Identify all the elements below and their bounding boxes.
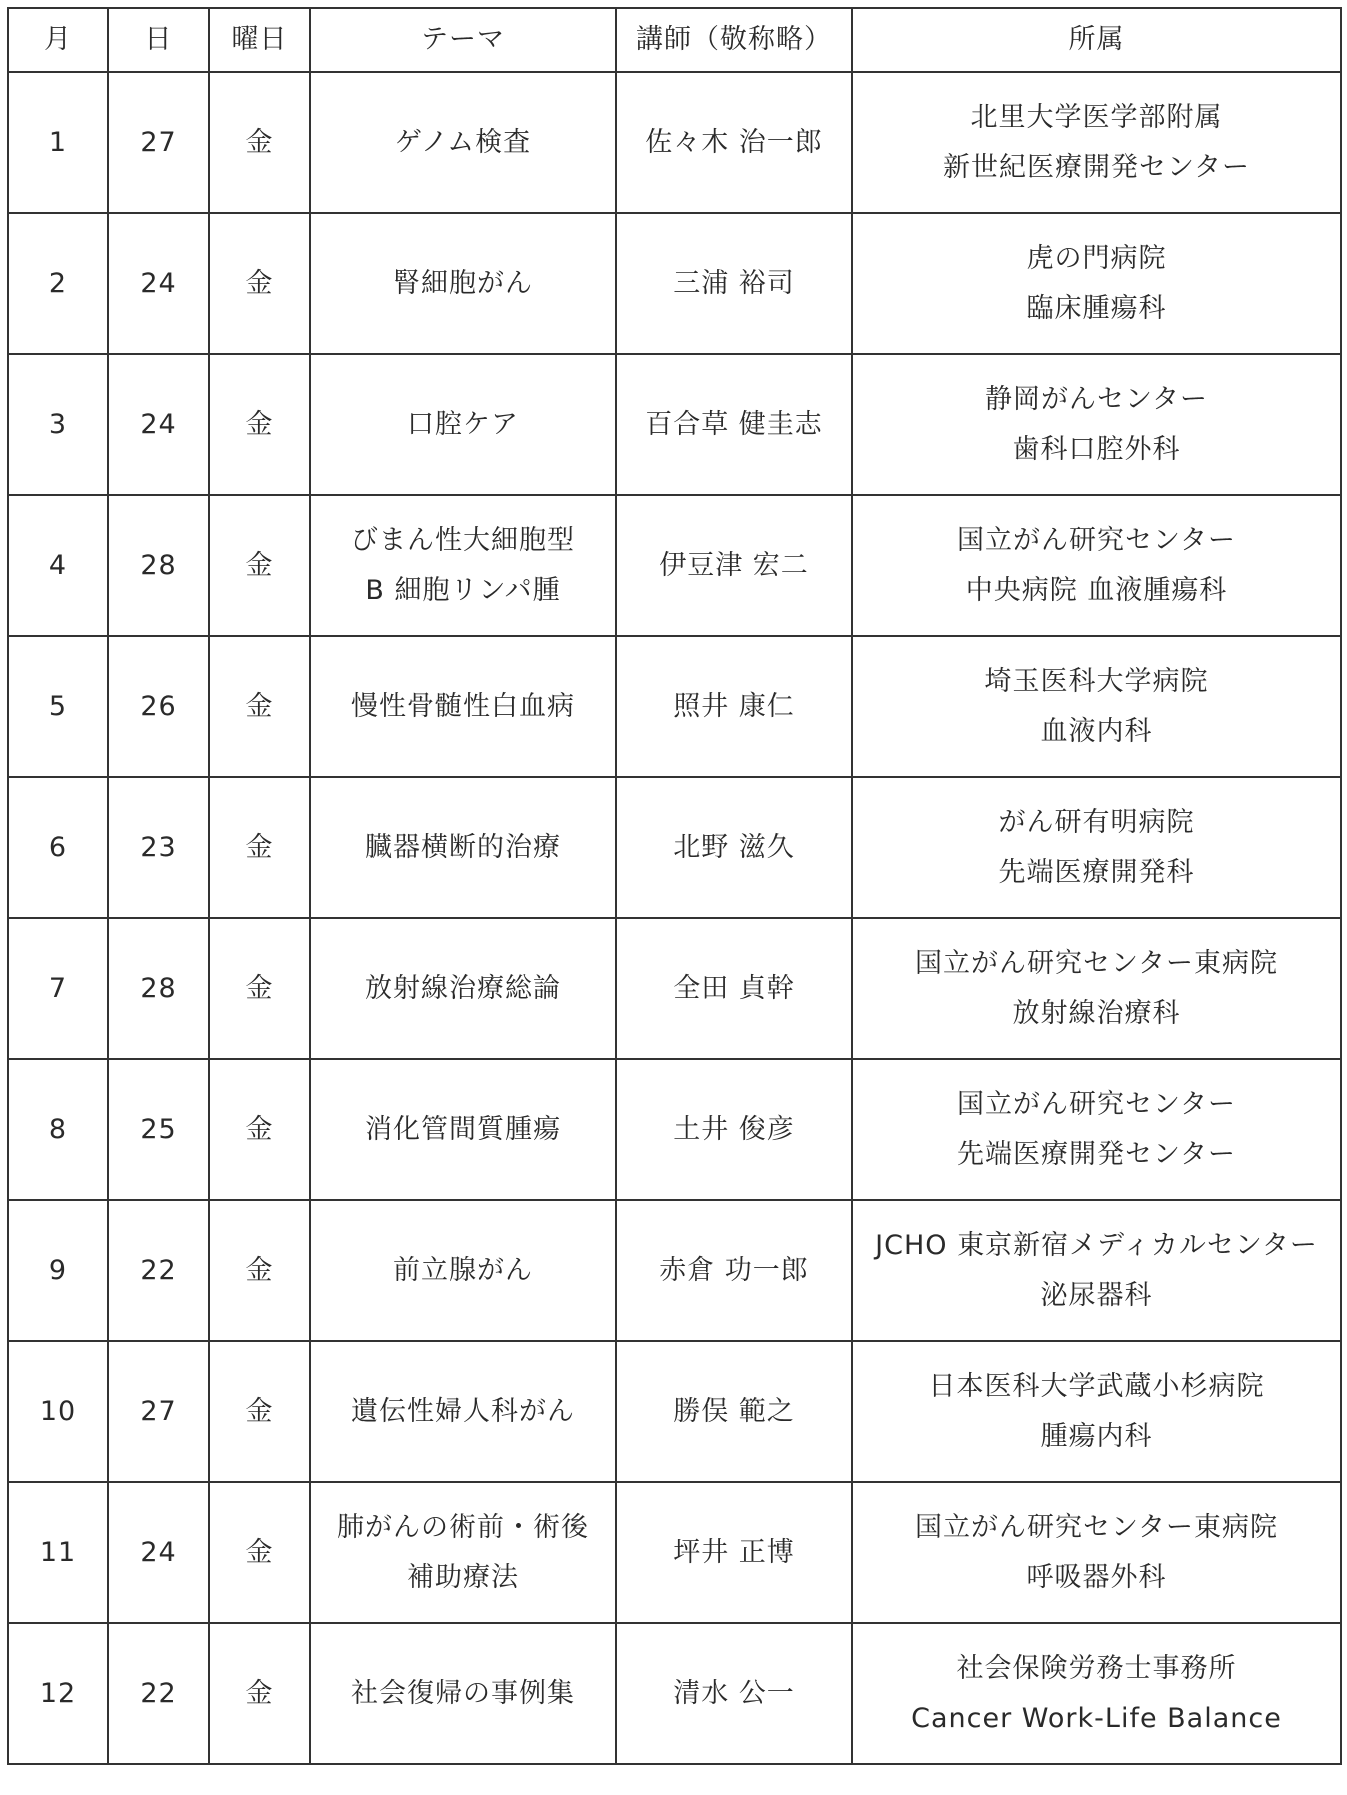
cell-day: 22 [108, 1623, 209, 1764]
cell-weekday: 金 [209, 213, 310, 354]
header-theme: テーマ [310, 8, 616, 72]
affiliation-line: 国立がん研究センター東病院 [915, 947, 1278, 979]
cell-month: 5 [8, 636, 108, 777]
cell-theme [310, 1200, 616, 1341]
cell-weekday: 金 [209, 1059, 310, 1200]
cell-lecturer: 赤倉 功一郎 [616, 1200, 852, 1341]
cell-lecturer: 北野 滋久 [616, 777, 852, 918]
affiliation-line: 歯科口腔外科 [1012, 433, 1181, 465]
cell-theme [310, 1059, 616, 1200]
cell-day: 24 [108, 1482, 209, 1623]
cell-lecturer: 百合草 健圭志 [616, 354, 852, 495]
header-weekday: 曜日 [209, 8, 310, 72]
affiliation-line: 新世紀医療開発センター [943, 151, 1250, 183]
cell-month: 8 [8, 1059, 108, 1200]
cell-lecturer: 全田 貞幹 [616, 918, 852, 1059]
affiliation-line: 北里大学医学部附属 [970, 101, 1223, 133]
affiliation-line: 虎の門病院 [1026, 242, 1167, 274]
affiliation-line: 静岡がんセンター [985, 383, 1208, 415]
theme-line: 消化管間質腫瘍 [365, 1113, 561, 1145]
cell-lecturer: 三浦 裕司 [616, 213, 852, 354]
cell-theme [310, 1623, 616, 1764]
cell-affiliation [852, 495, 1341, 636]
table-row [8, 354, 1341, 495]
cell-month: 6 [8, 777, 108, 918]
cell-affiliation [852, 1623, 1341, 1764]
affiliation-line: 国立がん研究センター [957, 524, 1236, 556]
theme-line: 慢性骨髄性白血病 [351, 690, 575, 722]
cell-affiliation [852, 72, 1341, 213]
cell-theme [310, 1341, 616, 1482]
affiliation-line: 臨床腫瘍科 [1026, 292, 1167, 324]
theme-line: 肺がんの術前・術後 [337, 1511, 589, 1543]
cell-theme [310, 918, 616, 1059]
cell-lecturer: 伊豆津 宏二 [616, 495, 852, 636]
cell-lecturer: 勝俣 範之 [616, 1341, 852, 1482]
cell-month: 12 [8, 1623, 108, 1764]
cell-weekday: 金 [209, 495, 310, 636]
header-month: 月 [8, 8, 108, 72]
cell-lecturer: 清水 公一 [616, 1623, 852, 1764]
affiliation-line: 血液内科 [1040, 715, 1153, 747]
cell-affiliation [852, 354, 1341, 495]
header-lecturer: 講師（敬称略） [616, 8, 852, 72]
header-row [8, 8, 1341, 72]
table-row [8, 636, 1341, 777]
cell-affiliation [852, 213, 1341, 354]
theme-line: 放射線治療総論 [365, 972, 561, 1004]
affiliation-line: 呼吸器外科 [1026, 1561, 1167, 1593]
cell-theme [310, 213, 616, 354]
affiliation-line: 国立がん研究センター東病院 [915, 1511, 1278, 1543]
cell-day: 28 [108, 495, 209, 636]
cell-day: 26 [108, 636, 209, 777]
cell-theme [310, 1482, 616, 1623]
table-row [8, 1482, 1341, 1623]
cell-weekday: 金 [209, 636, 310, 777]
cell-weekday: 金 [209, 1482, 310, 1623]
affiliation-line: 中央病院 血液腫瘍科 [965, 574, 1228, 606]
cell-affiliation [852, 777, 1341, 918]
affiliation-line: 泌尿器科 [1040, 1279, 1153, 1311]
cell-affiliation [852, 636, 1341, 777]
cell-theme [310, 495, 616, 636]
cell-theme [310, 777, 616, 918]
cell-day: 27 [108, 1341, 209, 1482]
theme-line: 臓器横断的治療 [365, 831, 561, 863]
cell-weekday: 金 [209, 1623, 310, 1764]
theme-line: 社会復帰の事例集 [351, 1677, 575, 1709]
table-header [8, 8, 1341, 72]
cell-affiliation [852, 918, 1341, 1059]
table-row [8, 72, 1341, 213]
cell-day: 28 [108, 918, 209, 1059]
cell-month: 4 [8, 495, 108, 636]
cell-weekday: 金 [209, 918, 310, 1059]
lecture-schedule-table [7, 7, 1342, 1765]
theme-line: 口腔ケア [407, 408, 519, 440]
cell-lecturer: 照井 康仁 [616, 636, 852, 777]
cell-affiliation [852, 1200, 1341, 1341]
affiliation-line: Cancer Work-Life Balance [911, 1702, 1282, 1734]
cell-affiliation [852, 1059, 1341, 1200]
affiliation-line: 社会保険労務士事務所 [956, 1652, 1237, 1684]
table-row [8, 213, 1341, 354]
cell-month: 1 [8, 72, 108, 213]
cell-month: 9 [8, 1200, 108, 1341]
affiliation-line: 先端医療開発センター [957, 1138, 1236, 1170]
affiliation-line: 埼玉医科大学病院 [984, 665, 1209, 697]
cell-lecturer: 坪井 正博 [616, 1482, 852, 1623]
theme-line: B 細胞リンパ腫 [365, 574, 561, 606]
table-row [8, 1059, 1341, 1200]
cell-lecturer: 土井 俊彦 [616, 1059, 852, 1200]
affiliation-line: 国立がん研究センター [957, 1088, 1236, 1120]
table-row [8, 1200, 1341, 1341]
table-row [8, 1623, 1341, 1764]
cell-month: 7 [8, 918, 108, 1059]
theme-line: 補助療法 [407, 1561, 519, 1593]
affiliation-line: 腫瘍内科 [1040, 1420, 1153, 1452]
cell-month: 11 [8, 1482, 108, 1623]
theme-line: 腎細胞がん [393, 267, 533, 299]
theme-line: ゲノム検査 [394, 126, 532, 158]
cell-weekday: 金 [209, 777, 310, 918]
cell-day: 27 [108, 72, 209, 213]
cell-day: 24 [108, 354, 209, 495]
cell-day: 22 [108, 1200, 209, 1341]
cell-month: 10 [8, 1341, 108, 1482]
cell-lecturer: 佐々木 治一郎 [616, 72, 852, 213]
cell-theme [310, 72, 616, 213]
cell-affiliation [852, 1482, 1341, 1623]
header-day: 日 [108, 8, 209, 72]
affiliation-line: 日本医科大学武蔵小杉病院 [928, 1370, 1265, 1402]
cell-day: 24 [108, 213, 209, 354]
cell-month: 2 [8, 213, 108, 354]
cell-month: 3 [8, 354, 108, 495]
cell-weekday: 金 [209, 354, 310, 495]
cell-day: 25 [108, 1059, 209, 1200]
affiliation-line: がん研有明病院 [998, 806, 1195, 838]
table-body [8, 72, 1341, 1764]
affiliation-line: 放射線治療科 [1012, 997, 1181, 1029]
theme-line: びまん性大細胞型 [351, 524, 575, 556]
cell-weekday: 金 [209, 72, 310, 213]
cell-weekday: 金 [209, 1341, 310, 1482]
cell-theme [310, 354, 616, 495]
header-affiliation: 所属 [852, 8, 1341, 72]
cell-day: 23 [108, 777, 209, 918]
cell-weekday: 金 [209, 1200, 310, 1341]
cell-affiliation [852, 1341, 1341, 1482]
table-row [8, 495, 1341, 636]
affiliation-line: 先端医療開発科 [998, 856, 1195, 888]
table-row [8, 1341, 1341, 1482]
table-row [8, 918, 1341, 1059]
cell-theme [310, 636, 616, 777]
theme-line: 遺伝性婦人科がん [351, 1395, 575, 1427]
table-row [8, 777, 1341, 918]
affiliation-line: JCHO 東京新宿メディカルセンター [875, 1229, 1318, 1261]
theme-line: 前立腺がん [393, 1254, 533, 1286]
